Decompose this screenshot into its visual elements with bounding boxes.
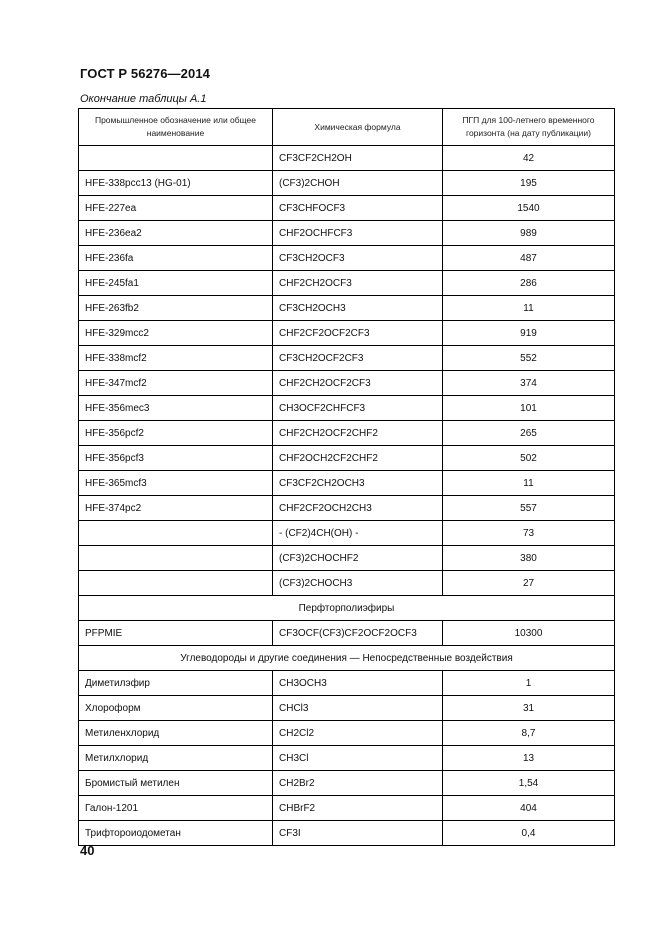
cell-gwp: 265 — [443, 421, 615, 446]
cell-name: HFE-347mcf2 — [79, 371, 273, 396]
cell-formula: CH3OCF2CHFCF3 — [273, 396, 443, 421]
cell-name: Бромистый метилен — [79, 771, 273, 796]
table-row — [79, 796, 615, 821]
column-header-name: Промышленное обозначение или общее наименование — [79, 109, 273, 146]
table-row — [79, 721, 615, 746]
section-heading-hydrocarbons: Углеводороды и другие соединения — Непосредственные воздействия — [79, 646, 615, 671]
cell-formula: CHF2CH2OCF2CF3 — [273, 371, 443, 396]
cell-formula: CF3CF2CH2OCH3 — [273, 471, 443, 496]
cell-gwp: 101 — [443, 396, 615, 421]
cell-gwp: 11 — [443, 296, 615, 321]
cell-formula: CHF2CH2OCF3 — [273, 271, 443, 296]
table-row — [79, 196, 615, 221]
cell-formula: - (CF2)4CH(OH) - — [273, 521, 443, 546]
cell-name: HFE-374pc2 — [79, 496, 273, 521]
cell-formula: CF3OCF(CF3)CF2OCF2OCF3 — [273, 621, 443, 646]
cell-name — [79, 521, 273, 546]
section-heading-pfpe-row — [79, 596, 615, 621]
cell-formula: CF3CF2CH2OH — [273, 146, 443, 171]
cell-formula: CHF2OCH2CF2CHF2 — [273, 446, 443, 471]
table-body — [79, 146, 615, 846]
table-row — [79, 346, 615, 371]
page-number: 40 — [80, 843, 95, 858]
cell-name: HFE-356pcf2 — [79, 421, 273, 446]
cell-formula: CF3I — [273, 821, 443, 846]
cell-gwp: 0,4 — [443, 821, 615, 846]
cell-name: HFE-245fa1 — [79, 271, 273, 296]
cell-name: HFE-236ea2 — [79, 221, 273, 246]
cell-formula: CF3CHFOCF3 — [273, 196, 443, 221]
table-row — [79, 171, 615, 196]
cell-gwp: 1 — [443, 671, 615, 696]
document-id: ГОСТ Р 56276—2014 — [80, 66, 210, 81]
cell-formula: CF3CH2OCF2CF3 — [273, 346, 443, 371]
table-row — [79, 746, 615, 771]
table-row — [79, 146, 615, 171]
cell-gwp: 552 — [443, 346, 615, 371]
table-row — [79, 321, 615, 346]
table-caption: Окончание таблицы А.1 — [80, 93, 207, 105]
cell-name: Метиленхлорид — [79, 721, 273, 746]
cell-gwp: 27 — [443, 571, 615, 596]
cell-gwp: 404 — [443, 796, 615, 821]
cell-name: HFE-356mec3 — [79, 396, 273, 421]
cell-name: HFE-236fa — [79, 246, 273, 271]
cell-formula: CHF2CF2OCF2CF3 — [273, 321, 443, 346]
cell-name: Трифтороиодометан — [79, 821, 273, 846]
cell-gwp: 8,7 — [443, 721, 615, 746]
cell-gwp: 73 — [443, 521, 615, 546]
cell-gwp: 380 — [443, 546, 615, 571]
table-row — [79, 521, 615, 546]
cell-gwp: 10300 — [443, 621, 615, 646]
cell-name: HFE-227ea — [79, 196, 273, 221]
cell-name — [79, 546, 273, 571]
table-row — [79, 421, 615, 446]
table-row — [79, 821, 615, 846]
cell-formula: CHCl3 — [273, 696, 443, 721]
cell-name: HFE-263fb2 — [79, 296, 273, 321]
cell-gwp: 286 — [443, 271, 615, 296]
cell-gwp: 195 — [443, 171, 615, 196]
section-heading-pfpe: Перфторполиэфиры — [79, 596, 615, 621]
section-heading-hydrocarbons-row — [79, 646, 615, 671]
cell-gwp: 502 — [443, 446, 615, 471]
table-row — [79, 571, 615, 596]
cell-name — [79, 571, 273, 596]
table-row — [79, 371, 615, 396]
cell-name: Хлороформ — [79, 696, 273, 721]
cell-formula: CH3Cl — [273, 746, 443, 771]
table-header-row — [79, 109, 615, 146]
cell-formula: (CF3)2CHOH — [273, 171, 443, 196]
cell-gwp: 42 — [443, 146, 615, 171]
cell-formula: CHF2OCHFCF3 — [273, 221, 443, 246]
cell-formula: CH3OCH3 — [273, 671, 443, 696]
table-row — [79, 671, 615, 696]
table-row — [79, 471, 615, 496]
table-row — [79, 696, 615, 721]
table-row — [79, 446, 615, 471]
cell-name: HFE-356pcf3 — [79, 446, 273, 471]
cell-gwp: 1,54 — [443, 771, 615, 796]
cell-formula: CF3CH2OCH3 — [273, 296, 443, 321]
cell-gwp: 989 — [443, 221, 615, 246]
cell-gwp: 11 — [443, 471, 615, 496]
table-row — [79, 221, 615, 246]
cell-gwp: 1540 — [443, 196, 615, 221]
cell-gwp: 487 — [443, 246, 615, 271]
cell-formula: CH2Cl2 — [273, 721, 443, 746]
cell-name: HFE-338pcc13 (HG-01) — [79, 171, 273, 196]
cell-formula: CF3CH2OCF3 — [273, 246, 443, 271]
table-row — [79, 271, 615, 296]
cell-name: Галон-1201 — [79, 796, 273, 821]
cell-name: HFE-329mcc2 — [79, 321, 273, 346]
cell-gwp: 13 — [443, 746, 615, 771]
table-row — [79, 496, 615, 521]
cell-name: Метилхлорид — [79, 746, 273, 771]
cell-formula: (CF3)2CHOCH3 — [273, 571, 443, 596]
cell-name: HFE-338mcf2 — [79, 346, 273, 371]
gwp-table — [78, 108, 615, 846]
cell-formula: CH2Br2 — [273, 771, 443, 796]
cell-gwp: 919 — [443, 321, 615, 346]
cell-gwp: 374 — [443, 371, 615, 396]
table-row — [79, 546, 615, 571]
cell-formula: CHBrF2 — [273, 796, 443, 821]
cell-formula: CHF2CF2OCH2CH3 — [273, 496, 443, 521]
cell-formula: (CF3)2CHOCHF2 — [273, 546, 443, 571]
cell-name: Диметилэфир — [79, 671, 273, 696]
cell-name — [79, 146, 273, 171]
table-row — [79, 246, 615, 271]
table-row — [79, 621, 615, 646]
table-row — [79, 396, 615, 421]
cell-name: PFPMIE — [79, 621, 273, 646]
cell-gwp: 557 — [443, 496, 615, 521]
column-header-formula: Химическая формула — [273, 109, 443, 146]
table-row — [79, 296, 615, 321]
column-header-gwp: ПГП для 100-летнего временного горизонта (на дату публикации) — [443, 109, 615, 146]
cell-formula: CHF2CH2OCF2CHF2 — [273, 421, 443, 446]
table-row — [79, 771, 615, 796]
cell-name: HFE-365mcf3 — [79, 471, 273, 496]
cell-gwp: 31 — [443, 696, 615, 721]
